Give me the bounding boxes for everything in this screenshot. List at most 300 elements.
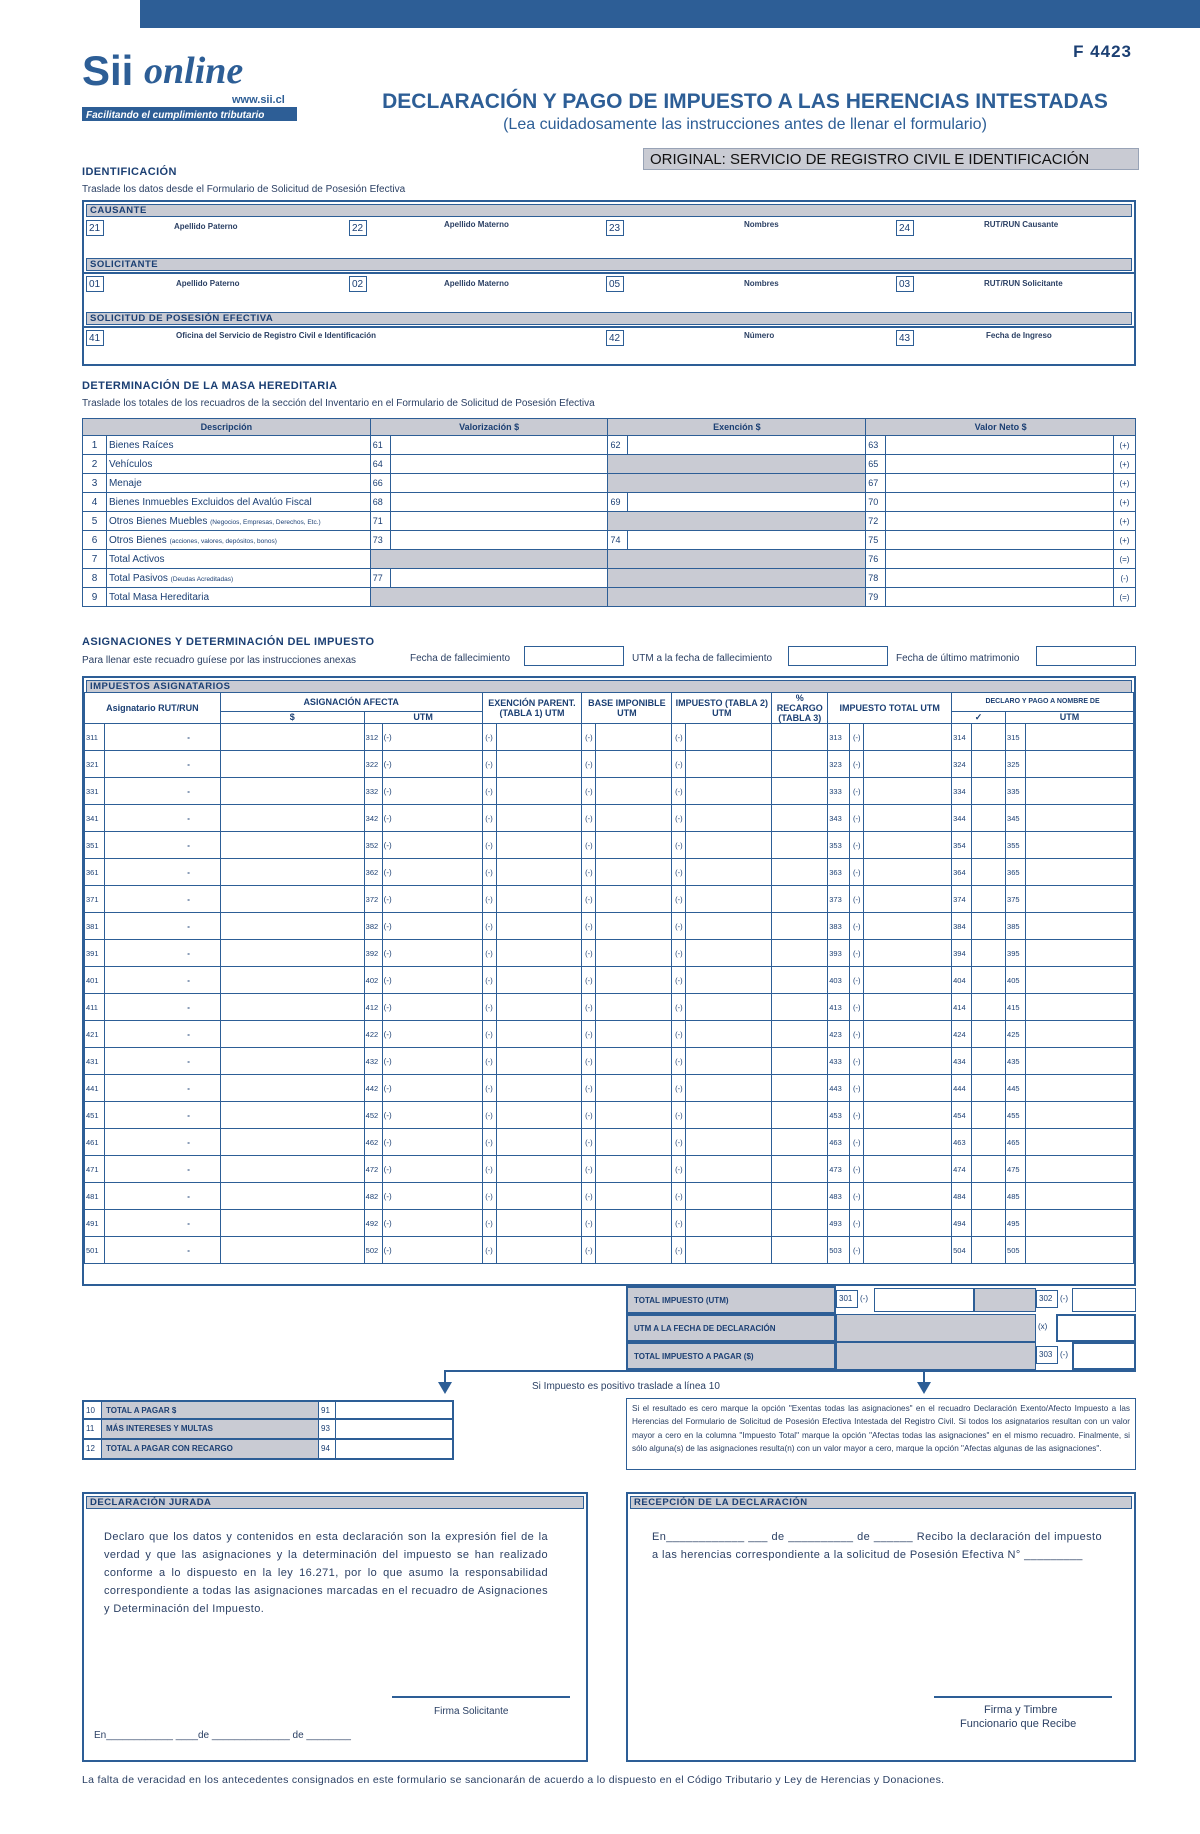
minus-sign: (-) bbox=[582, 1237, 596, 1264]
impuesto-input[interactable] bbox=[686, 1129, 772, 1156]
afecta-pesos-input[interactable] bbox=[220, 1156, 364, 1183]
afecta-pesos-input[interactable] bbox=[220, 967, 364, 994]
recargo-input[interactable] bbox=[772, 1021, 828, 1048]
base-input[interactable] bbox=[596, 859, 672, 886]
a-pagar-label: TOTAL IMPUESTO A PAGAR ($) bbox=[634, 1352, 754, 1361]
code: 414 bbox=[952, 994, 972, 1021]
col-descripcion: Descripción bbox=[83, 419, 371, 436]
minus-sign: (-) bbox=[582, 1156, 596, 1183]
shaded-cell bbox=[608, 474, 866, 493]
utm-input[interactable] bbox=[1026, 1156, 1134, 1183]
impuesto-input[interactable] bbox=[686, 1210, 772, 1237]
check-input[interactable] bbox=[972, 1210, 1006, 1237]
code: 462 bbox=[364, 1129, 382, 1156]
impuesto-input[interactable] bbox=[686, 1156, 772, 1183]
svg-text:online: online bbox=[144, 50, 244, 92]
rut-input[interactable] bbox=[104, 1102, 220, 1129]
impuesto-input[interactable] bbox=[686, 994, 772, 1021]
rut-input[interactable] bbox=[104, 1075, 220, 1102]
minus-sign: (-) bbox=[672, 994, 686, 1021]
rut-input[interactable] bbox=[104, 832, 220, 859]
check-input[interactable] bbox=[972, 967, 1006, 994]
base-input[interactable] bbox=[596, 913, 672, 940]
total-input[interactable] bbox=[864, 940, 952, 967]
afecta-utm-input[interactable] bbox=[382, 1210, 482, 1237]
check-input[interactable] bbox=[972, 1102, 1006, 1129]
field-label: Apellido Materno bbox=[444, 279, 509, 288]
firma-solicitante: Firma Solicitante bbox=[434, 1706, 509, 1717]
asignatario-row bbox=[85, 751, 1134, 778]
afecta-pesos-input[interactable] bbox=[220, 1237, 364, 1264]
afecta-utm-input[interactable] bbox=[382, 1021, 482, 1048]
rut-input[interactable] bbox=[104, 1183, 220, 1210]
total-input[interactable] bbox=[864, 1237, 952, 1264]
afecta-utm-input[interactable] bbox=[382, 1237, 482, 1264]
minus-sign: (-) bbox=[672, 1237, 686, 1264]
recargo-input[interactable] bbox=[772, 1237, 828, 1264]
rut-input[interactable] bbox=[104, 1210, 220, 1237]
recargo-input[interactable] bbox=[772, 994, 828, 1021]
exencion-input[interactable] bbox=[496, 1183, 582, 1210]
afecta-pesos-input[interactable] bbox=[220, 940, 364, 967]
exencion-input[interactable] bbox=[628, 531, 866, 550]
exencion-input[interactable] bbox=[496, 1102, 582, 1129]
check-input[interactable] bbox=[972, 1156, 1006, 1183]
valor-neto-input[interactable] bbox=[886, 493, 1114, 512]
total-input[interactable] bbox=[864, 913, 952, 940]
asignaciones-note: Para llenar este recuadro guíese por las instrucciones anexas bbox=[82, 655, 357, 666]
recargo-input[interactable] bbox=[772, 751, 828, 778]
causante-band: CAUSANTE bbox=[86, 204, 1132, 217]
recargo-input[interactable] bbox=[772, 832, 828, 859]
impuesto-input[interactable] bbox=[686, 832, 772, 859]
total-input[interactable] bbox=[864, 1102, 952, 1129]
valorizacion-input[interactable] bbox=[390, 569, 608, 588]
utm-input[interactable] bbox=[1026, 1021, 1134, 1048]
check-input[interactable] bbox=[972, 1183, 1006, 1210]
exencion-input[interactable] bbox=[496, 805, 582, 832]
valor-neto-input[interactable] bbox=[886, 512, 1114, 531]
minus-sign: (-) bbox=[672, 1102, 686, 1129]
minus-sign: (-) bbox=[850, 886, 864, 913]
header-bar bbox=[140, 0, 1200, 28]
original-badge: ORIGINAL: SERVICIO DE REGISTRO CIVIL E IDENTIFICACIÓN bbox=[643, 148, 1139, 170]
check-input[interactable] bbox=[972, 1129, 1006, 1156]
rut-input[interactable] bbox=[104, 967, 220, 994]
rut-input[interactable] bbox=[104, 724, 220, 751]
recargo-input[interactable] bbox=[772, 859, 828, 886]
utm-input[interactable] bbox=[1026, 1183, 1134, 1210]
impuesto-input[interactable] bbox=[686, 859, 772, 886]
rut-input[interactable] bbox=[104, 805, 220, 832]
afecta-pesos-input[interactable] bbox=[220, 805, 364, 832]
recargo-input[interactable] bbox=[772, 778, 828, 805]
exencion-input[interactable] bbox=[496, 832, 582, 859]
rut-input[interactable] bbox=[104, 778, 220, 805]
check-input[interactable] bbox=[972, 778, 1006, 805]
afecta-pesos-input[interactable] bbox=[220, 1048, 364, 1075]
recargo-input[interactable] bbox=[772, 1129, 828, 1156]
base-input[interactable] bbox=[596, 940, 672, 967]
recargo-input[interactable] bbox=[772, 1210, 828, 1237]
code: 391 bbox=[85, 940, 105, 967]
total-input[interactable] bbox=[864, 1021, 952, 1048]
exencion-input[interactable] bbox=[496, 940, 582, 967]
exencion-input[interactable] bbox=[496, 913, 582, 940]
afecta-pesos-input[interactable] bbox=[220, 1021, 364, 1048]
dash: - bbox=[187, 1110, 190, 1120]
exencion-input[interactable] bbox=[496, 1021, 582, 1048]
code: 76 bbox=[866, 550, 886, 569]
sii-logo bbox=[82, 45, 302, 125]
base-input[interactable] bbox=[596, 1102, 672, 1129]
check-input[interactable] bbox=[972, 1075, 1006, 1102]
code: 332 bbox=[364, 778, 382, 805]
code: 375 bbox=[1006, 886, 1026, 913]
check-input[interactable] bbox=[972, 859, 1006, 886]
afecta-utm-input[interactable] bbox=[382, 1156, 482, 1183]
exencion-input[interactable] bbox=[496, 778, 582, 805]
base-input[interactable] bbox=[596, 1210, 672, 1237]
fecha-fallecimiento-input[interactable] bbox=[524, 646, 624, 666]
valorizacion-input[interactable] bbox=[390, 455, 608, 474]
base-input[interactable] bbox=[596, 751, 672, 778]
code: 322 bbox=[364, 751, 382, 778]
impuesto-input[interactable] bbox=[686, 940, 772, 967]
minus-sign: (-) bbox=[383, 975, 392, 985]
impuesto-input[interactable] bbox=[686, 751, 772, 778]
utm-input[interactable] bbox=[1026, 805, 1134, 832]
asignatario-row bbox=[85, 913, 1134, 940]
valor-neto-input[interactable] bbox=[886, 550, 1114, 569]
afecta-utm-input[interactable] bbox=[382, 778, 482, 805]
utm-input[interactable] bbox=[1026, 994, 1134, 1021]
exencion-input[interactable] bbox=[496, 1156, 582, 1183]
afecta-pesos-input[interactable] bbox=[220, 724, 364, 751]
afecta-utm-input[interactable] bbox=[382, 1129, 482, 1156]
base-input[interactable] bbox=[596, 1048, 672, 1075]
afecta-utm-input[interactable] bbox=[382, 1075, 482, 1102]
valor-neto-input[interactable] bbox=[886, 588, 1114, 607]
afecta-utm-input[interactable] bbox=[382, 1102, 482, 1129]
base-input[interactable] bbox=[596, 967, 672, 994]
asignatario-row bbox=[85, 1021, 1134, 1048]
minus-sign: (-) bbox=[850, 1075, 864, 1102]
base-input[interactable] bbox=[596, 724, 672, 751]
recargo-input[interactable] bbox=[772, 1048, 828, 1075]
recargo-input[interactable] bbox=[772, 967, 828, 994]
afecta-pesos-input[interactable] bbox=[220, 1102, 364, 1129]
code: 72 bbox=[866, 512, 886, 531]
valorizacion-input[interactable] bbox=[390, 474, 608, 493]
minus-sign: (-) bbox=[383, 813, 392, 823]
afecta-pesos-input[interactable] bbox=[220, 1183, 364, 1210]
minus-sign: (-) bbox=[383, 1002, 392, 1012]
col-utm2: UTM bbox=[1006, 711, 1134, 723]
code: 472 bbox=[364, 1156, 382, 1183]
valor-neto-input[interactable] bbox=[886, 455, 1114, 474]
afecta-pesos-input[interactable] bbox=[220, 751, 364, 778]
impuesto-input[interactable] bbox=[686, 886, 772, 913]
check-input[interactable] bbox=[972, 994, 1006, 1021]
exencion-input[interactable] bbox=[496, 751, 582, 778]
total-impuesto-label: TOTAL IMPUESTO (UTM) bbox=[634, 1296, 729, 1305]
check-input[interactable] bbox=[972, 940, 1006, 967]
pago-input[interactable] bbox=[336, 1420, 452, 1438]
check-input[interactable] bbox=[972, 1237, 1006, 1264]
col-impuesto-tabla2: IMPUESTO (TABLA 2) UTM bbox=[672, 693, 772, 724]
afecta-pesos-input[interactable] bbox=[220, 994, 364, 1021]
code: 425 bbox=[1006, 1021, 1026, 1048]
impuesto-input[interactable] bbox=[686, 1048, 772, 1075]
valor-neto-input[interactable] bbox=[886, 531, 1114, 550]
check-input[interactable] bbox=[972, 724, 1006, 751]
code: 393 bbox=[828, 940, 850, 967]
exencion-input[interactable] bbox=[496, 1075, 582, 1102]
minus-sign: (-) bbox=[1060, 1294, 1068, 1303]
afecta-pesos-input[interactable] bbox=[220, 913, 364, 940]
recargo-input[interactable] bbox=[772, 1156, 828, 1183]
afecta-pesos-input[interactable] bbox=[220, 832, 364, 859]
total-input[interactable] bbox=[864, 1048, 952, 1075]
rut-input[interactable] bbox=[104, 1237, 220, 1264]
asignatario-row bbox=[85, 1102, 1134, 1129]
impuesto-input[interactable] bbox=[686, 1237, 772, 1264]
utm-input[interactable] bbox=[1026, 940, 1134, 967]
total-input[interactable] bbox=[864, 724, 952, 751]
recargo-input[interactable] bbox=[772, 913, 828, 940]
rut-input[interactable] bbox=[104, 1021, 220, 1048]
dash: - bbox=[187, 1191, 190, 1201]
code: 66 bbox=[370, 474, 390, 493]
afecta-utm-input[interactable] bbox=[382, 967, 482, 994]
field-label: Nombres bbox=[744, 220, 779, 229]
rut-input[interactable] bbox=[104, 940, 220, 967]
impuesto-input[interactable] bbox=[686, 724, 772, 751]
utm-decl-input[interactable] bbox=[1056, 1314, 1136, 1342]
recargo-input[interactable] bbox=[772, 805, 828, 832]
utm-input[interactable] bbox=[1026, 751, 1134, 778]
rut-input[interactable] bbox=[104, 913, 220, 940]
valorizacion-input[interactable] bbox=[390, 512, 608, 531]
afecta-utm-input[interactable] bbox=[382, 994, 482, 1021]
utm-fallecimiento-input[interactable] bbox=[788, 646, 888, 666]
rut-input[interactable] bbox=[104, 1129, 220, 1156]
afecta-utm-input[interactable] bbox=[382, 940, 482, 967]
afecta-utm-input[interactable] bbox=[382, 1183, 482, 1210]
check-input[interactable] bbox=[972, 832, 1006, 859]
base-input[interactable] bbox=[596, 805, 672, 832]
afecta-pesos-input[interactable] bbox=[220, 1129, 364, 1156]
col-exencion-parent: EXENCIÓN PARENT. (TABLA 1) UTM bbox=[482, 693, 582, 724]
rut-input[interactable] bbox=[104, 994, 220, 1021]
total-input[interactable] bbox=[864, 1210, 952, 1237]
total-input[interactable] bbox=[864, 859, 952, 886]
code: 355 bbox=[1006, 832, 1026, 859]
exencion-input[interactable] bbox=[496, 994, 582, 1021]
minus-sign: (-) bbox=[850, 940, 864, 967]
rut-input[interactable] bbox=[104, 1048, 220, 1075]
base-input[interactable] bbox=[596, 778, 672, 805]
total-input[interactable] bbox=[864, 994, 952, 1021]
valor-neto-input[interactable] bbox=[886, 474, 1114, 493]
pago-input[interactable] bbox=[336, 1402, 452, 1418]
recargo-input[interactable] bbox=[772, 940, 828, 967]
base-input[interactable] bbox=[596, 1021, 672, 1048]
total-input[interactable] bbox=[864, 751, 952, 778]
total-impuesto-input[interactable] bbox=[874, 1288, 974, 1312]
total-input[interactable] bbox=[864, 1075, 952, 1102]
total-input[interactable] bbox=[864, 805, 952, 832]
base-input[interactable] bbox=[596, 1237, 672, 1264]
total-input[interactable] bbox=[864, 886, 952, 913]
impuesto-input[interactable] bbox=[686, 805, 772, 832]
impuesto-input[interactable] bbox=[686, 778, 772, 805]
recargo-input[interactable] bbox=[772, 886, 828, 913]
dash: - bbox=[187, 948, 190, 958]
dash: - bbox=[187, 1137, 190, 1147]
base-input[interactable] bbox=[596, 886, 672, 913]
valor-neto-input[interactable] bbox=[886, 569, 1114, 588]
recargo-input[interactable] bbox=[772, 1075, 828, 1102]
exencion-input[interactable] bbox=[496, 886, 582, 913]
valorizacion-input[interactable] bbox=[390, 493, 608, 512]
afecta-pesos-input[interactable] bbox=[220, 859, 364, 886]
afecta-utm-input[interactable] bbox=[382, 805, 482, 832]
utm-input[interactable] bbox=[1026, 724, 1134, 751]
check-input[interactable] bbox=[972, 913, 1006, 940]
impuesto-input[interactable] bbox=[686, 913, 772, 940]
fecha-matrimonio-input[interactable] bbox=[1036, 646, 1136, 666]
afecta-utm-input[interactable] bbox=[382, 1048, 482, 1075]
code: 73 bbox=[370, 531, 390, 550]
total-input[interactable] bbox=[864, 832, 952, 859]
code: 71 bbox=[370, 512, 390, 531]
dash: - bbox=[187, 1002, 190, 1012]
code: 392 bbox=[364, 940, 382, 967]
field-label: Oficina del Servicio de Registro Civil e Identificación bbox=[176, 331, 377, 340]
code: 374 bbox=[952, 886, 972, 913]
exencion-input[interactable] bbox=[496, 967, 582, 994]
afecta-pesos-input[interactable] bbox=[220, 778, 364, 805]
check-input[interactable] bbox=[972, 1048, 1006, 1075]
funcionario: Funcionario que Recibe bbox=[960, 1718, 1077, 1730]
total-utm-input[interactable] bbox=[1072, 1288, 1136, 1312]
utm-input[interactable] bbox=[1026, 859, 1134, 886]
check-input[interactable] bbox=[972, 1021, 1006, 1048]
base-input[interactable] bbox=[596, 1156, 672, 1183]
utm-input[interactable] bbox=[1026, 1102, 1134, 1129]
base-input[interactable] bbox=[596, 994, 672, 1021]
minus-sign: (-) bbox=[582, 886, 596, 913]
rut-input[interactable] bbox=[104, 751, 220, 778]
afecta-utm-input[interactable] bbox=[382, 832, 482, 859]
minus-sign: (-) bbox=[850, 1156, 864, 1183]
code: 77 bbox=[370, 569, 390, 588]
impuesto-input[interactable] bbox=[686, 1075, 772, 1102]
exencion-input[interactable] bbox=[496, 1048, 582, 1075]
check-input[interactable] bbox=[972, 751, 1006, 778]
recargo-input[interactable] bbox=[772, 724, 828, 751]
rut-input[interactable] bbox=[104, 859, 220, 886]
pago-label: MÁS INTERESES Y MULTAS bbox=[102, 1420, 318, 1438]
afecta-utm-input[interactable] bbox=[382, 913, 482, 940]
utm-input[interactable] bbox=[1026, 913, 1134, 940]
exencion-input[interactable] bbox=[496, 1237, 582, 1264]
valor-neto-input[interactable] bbox=[886, 436, 1114, 455]
exencion-input[interactable] bbox=[628, 436, 866, 455]
base-input[interactable] bbox=[596, 1129, 672, 1156]
check-input[interactable] bbox=[972, 886, 1006, 913]
total-input[interactable] bbox=[864, 967, 952, 994]
utm-input[interactable] bbox=[1026, 1237, 1134, 1264]
rut-input[interactable] bbox=[104, 1156, 220, 1183]
recargo-input[interactable] bbox=[772, 1102, 828, 1129]
afecta-pesos-input[interactable] bbox=[220, 1075, 364, 1102]
afecta-utm-input[interactable] bbox=[382, 751, 482, 778]
afecta-pesos-input[interactable] bbox=[220, 886, 364, 913]
impuesto-input[interactable] bbox=[686, 967, 772, 994]
minus-sign: (-) bbox=[850, 913, 864, 940]
a-pagar-input[interactable] bbox=[1072, 1342, 1136, 1370]
utm-input[interactable] bbox=[1026, 1210, 1134, 1237]
valorizacion-input[interactable] bbox=[390, 436, 608, 455]
exencion-input[interactable] bbox=[496, 859, 582, 886]
afecta-pesos-input[interactable] bbox=[220, 1210, 364, 1237]
utm-input[interactable] bbox=[1026, 1048, 1134, 1075]
firma-timbre: Firma y Timbre bbox=[984, 1704, 1058, 1716]
impuesto-input[interactable] bbox=[686, 1102, 772, 1129]
exencion-input[interactable] bbox=[628, 493, 866, 512]
identificacion-box bbox=[82, 200, 1136, 366]
total-input[interactable] bbox=[864, 778, 952, 805]
afecta-utm-input[interactable] bbox=[382, 724, 482, 751]
field-label: Número bbox=[744, 331, 775, 340]
minus-sign: (-) bbox=[850, 1129, 864, 1156]
valorizacion-input[interactable] bbox=[390, 531, 608, 550]
exencion-input[interactable] bbox=[496, 1210, 582, 1237]
minus-sign: (-) bbox=[582, 724, 596, 751]
impuesto-input[interactable] bbox=[686, 1183, 772, 1210]
utm-input[interactable] bbox=[1026, 886, 1134, 913]
base-input[interactable] bbox=[596, 1183, 672, 1210]
a-pagar-shade bbox=[836, 1342, 1036, 1370]
minus-sign: (-) bbox=[582, 913, 596, 940]
utm-input[interactable] bbox=[1026, 1129, 1134, 1156]
base-input[interactable] bbox=[596, 1075, 672, 1102]
total-input[interactable] bbox=[864, 1129, 952, 1156]
rut-input[interactable] bbox=[104, 886, 220, 913]
exencion-input[interactable] bbox=[496, 1129, 582, 1156]
check-input[interactable] bbox=[972, 805, 1006, 832]
utm-input[interactable] bbox=[1026, 1075, 1134, 1102]
utm-input[interactable] bbox=[1026, 967, 1134, 994]
exencion-input[interactable] bbox=[496, 724, 582, 751]
pago-input[interactable] bbox=[336, 1440, 452, 1458]
afecta-utm-input[interactable] bbox=[382, 886, 482, 913]
utm-input[interactable] bbox=[1026, 778, 1134, 805]
total-input[interactable] bbox=[864, 1156, 952, 1183]
recargo-input[interactable] bbox=[772, 1183, 828, 1210]
code: 481 bbox=[85, 1183, 105, 1210]
impuesto-input[interactable] bbox=[686, 1021, 772, 1048]
utm-input[interactable] bbox=[1026, 832, 1134, 859]
base-input[interactable] bbox=[596, 832, 672, 859]
arrow-down-icon bbox=[917, 1382, 931, 1394]
col-exencion: Exención $ bbox=[608, 419, 866, 436]
total-input[interactable] bbox=[864, 1183, 952, 1210]
afecta-utm-input[interactable] bbox=[382, 859, 482, 886]
